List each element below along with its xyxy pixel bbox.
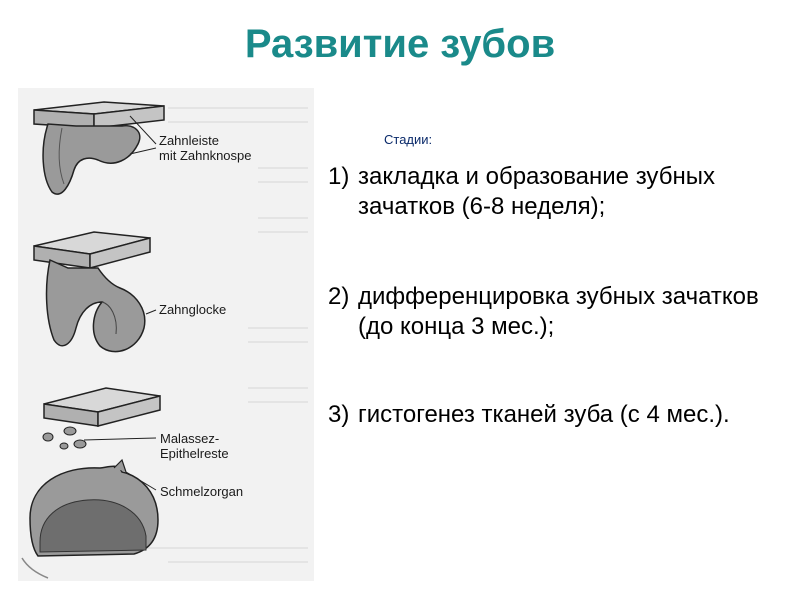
stage-number: 1) <box>328 163 350 190</box>
stage-text: дифференцировка зубных зачатков (до конца 3 мес.); <box>358 283 759 340</box>
stage-item-2 <box>328 282 780 342</box>
zahnleiste-label-line1: Zahnleiste <box>159 133 219 148</box>
schmelzorgan-drawing <box>22 460 158 578</box>
malassez-drawing <box>43 388 160 449</box>
zahnglocke-label: Zahnglocke <box>159 302 227 317</box>
tooth-development-figure <box>18 88 314 581</box>
zahnleiste-label <box>159 133 252 163</box>
stage-number: 3) <box>328 401 350 428</box>
malassez-label <box>160 431 229 461</box>
stage-item-1 <box>328 162 780 222</box>
malassez-label-line2: Epithelreste <box>160 446 229 461</box>
slide-title: Развитие зубов <box>244 22 556 66</box>
stages-heading: Стадии: <box>384 132 433 147</box>
schmelzorgan-label: Schmelzorgan <box>160 484 244 499</box>
malassez-label-line1: Malassez- <box>160 431 220 446</box>
stage-text: гистогенез тканей зуба (с 4 мес.). <box>358 401 730 428</box>
zahnleiste-drawing <box>34 102 164 194</box>
zahnleiste-label-line2: mit Zahnknospe <box>159 148 252 163</box>
stage-text: закладка и образование зубных зачатков (6-8 неделя); <box>358 163 715 220</box>
stage-item-3 <box>328 400 780 430</box>
zahnglocke-drawing <box>34 232 156 352</box>
stage-number: 2) <box>328 283 350 310</box>
